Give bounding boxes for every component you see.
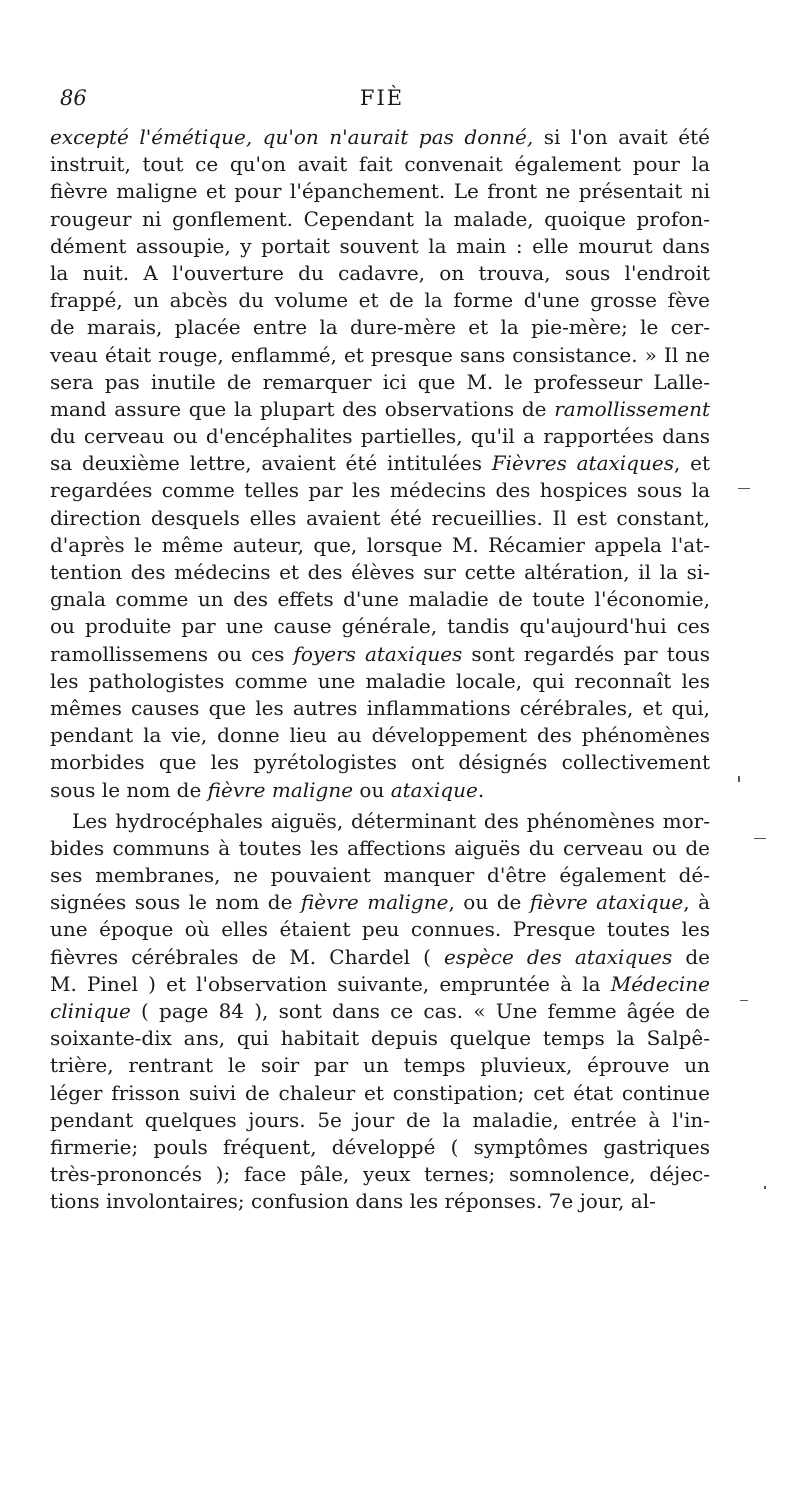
text-run: pendant quelques jours. 5e jour de la maladie, entrée à l'in- <box>50 1107 710 1132</box>
text-run: très-prononcés ); face pâle, yeux ternes; somnolence, déjec- <box>50 1162 710 1187</box>
body-text <box>50 124 710 1216</box>
page-header <box>52 86 712 116</box>
italic-text: ramollissement <box>554 396 710 421</box>
text-line <box>50 668 710 695</box>
text-run: ( page 84 ), sont dans ce cas. « Une femme âgée de <box>130 999 710 1023</box>
text-line <box>50 808 710 835</box>
text-run: signées sous le nom de <box>50 890 301 915</box>
text-line <box>50 423 710 450</box>
text-run: de marais, placée entre la dure-mère et la pie-mère; le cer- <box>50 315 710 340</box>
text-run: ou <box>353 777 391 802</box>
text-line <box>50 586 710 613</box>
text-line <box>50 916 710 943</box>
text-run: ou produite par une cause générale, tandis qu'aujourd'hui ces <box>50 614 710 639</box>
scan-mark <box>738 488 750 489</box>
text-run: de <box>672 944 710 969</box>
text-line <box>50 641 710 668</box>
text-line <box>50 1025 710 1052</box>
italic-text: ataxique <box>390 777 478 802</box>
text-run: sous le nom de <box>50 777 208 802</box>
text-run: du cerveau ou d'encéphalites partielles, qu'il a rapportées dans <box>50 424 710 449</box>
text-run: . <box>477 777 485 802</box>
text-run: firmerie; pouls fréquent, développé ( symptômes gastriques <box>50 1134 710 1159</box>
italic-text: foyers ataxiques <box>293 641 463 666</box>
text-run: d'après le même auteur, que, lorsque M. Récamier appela l'at- <box>50 532 710 557</box>
text-line <box>50 862 710 889</box>
text-line <box>50 151 710 178</box>
paragraph <box>50 124 710 804</box>
text-run: direction desquels elles avaient été recueillies. Il est constant, <box>50 505 710 530</box>
text-line <box>50 1080 710 1107</box>
text-run: mand assure que la plupart des observations de <box>50 396 555 421</box>
text-run: M. Pinel ) et l'observation suivante, empruntée à la <box>50 971 611 996</box>
text-line <box>50 342 710 369</box>
scan-mark <box>738 776 740 782</box>
text-line <box>50 532 710 559</box>
text-line <box>50 1107 710 1134</box>
text-line <box>50 505 710 532</box>
text-line <box>50 260 710 287</box>
text-run: fièvres cérébrales de M. Chardel ( <box>50 944 444 969</box>
text-line <box>50 695 710 722</box>
text-line <box>50 314 710 341</box>
text-run: soixante-dix ans, qui habitait depuis quelque temps la Salpê- <box>50 1026 710 1051</box>
text-line <box>50 369 710 396</box>
text-line <box>50 722 710 749</box>
scan-mark <box>764 1186 766 1189</box>
text-run: tention des médecins et des élèves sur cette altération, il la si- <box>50 560 710 584</box>
italic-text: excepté l'émétique, qu'on n'aurait pas donné, <box>50 125 534 149</box>
text-run: sont regardés par tous <box>462 641 710 666</box>
italic-text: espèce des ataxiques <box>444 944 673 969</box>
text-run: sa deuxième lettre, avaient été intitulées <box>50 451 492 476</box>
scan-mark <box>740 1000 748 1001</box>
text-run: morbides que les pyrétologistes ont désignés collectivement <box>50 750 710 775</box>
text-run: gnala comme un des effets d'une maladie de toute l'économie, <box>50 587 710 612</box>
italic-text: fièvre ataxique <box>529 890 684 915</box>
text-line <box>50 1161 710 1188</box>
text-run: fièvre maligne et pour l'épanchement. Le front ne présentait ni <box>50 179 710 204</box>
text-line <box>50 749 710 776</box>
text-line <box>50 1052 710 1079</box>
text-run: dément assoupie, y portait souvent la main : elle mourut dans <box>50 233 710 258</box>
text-run: regardées comme telles par les médecins des hospices sous la <box>50 478 710 503</box>
text-line <box>50 559 710 586</box>
text-line <box>50 124 710 151</box>
text-run: ramollissemens ou ces <box>50 641 294 666</box>
text-run: , ou de <box>448 890 530 915</box>
text-run: pendant la vie, donne lieu au développement des phénomènes <box>50 723 710 748</box>
text-line <box>50 1188 710 1215</box>
text-line <box>50 477 710 504</box>
text-run: une époque où elles étaient peu connues. Presque toutes les <box>50 917 710 942</box>
italic-text: fièvre maligne <box>300 890 449 915</box>
text-run: tions involontaires; confusion dans les réponses. 7e jour, al- <box>50 1189 656 1214</box>
text-run: trière, rentrant le soir par un temps pluvieux, éprouve un <box>50 1053 710 1078</box>
text-run: Les hydrocéphales aiguës, déterminant des phénomènes mor- <box>72 808 710 833</box>
text-line <box>50 287 710 314</box>
text-run: bides communs à toutes les affections aiguës du cerveau ou de <box>50 835 710 860</box>
text-line <box>50 396 710 423</box>
text-line <box>50 206 710 233</box>
text-line <box>50 233 710 260</box>
italic-text: Fièvres ataxiques <box>491 451 674 476</box>
text-run: les pathologistes comme une maladie locale, qui reconnaît les <box>50 668 710 693</box>
text-run: ses membranes, ne pouvaient manquer d'être également dé- <box>50 863 710 888</box>
text-run: sera pas inutile de remarquer ici que M. le professeur Lalle- <box>50 369 710 394</box>
text-run: si l'on avait été <box>533 125 710 149</box>
text-line <box>50 1134 710 1161</box>
text-line <box>50 971 710 998</box>
text-run: mêmes causes que les autres inflammations cérébrales, et qui, <box>50 695 710 720</box>
italic-text: Médecine <box>610 971 710 996</box>
text-run: , et <box>673 451 710 476</box>
text-line <box>50 178 710 205</box>
page-number: 86 <box>60 86 87 110</box>
scan-mark <box>754 838 766 839</box>
text-line <box>50 835 710 862</box>
text-run: instruit, tout ce qu'on avait fait convenait également pour la <box>50 152 710 177</box>
text-line <box>50 777 710 804</box>
text-run: frappé, un abcès du volume et de la forme d'une grosse fève <box>50 288 710 313</box>
text-run: rougeur ni gonflement. Cependant la malade, quoique profon- <box>50 206 710 231</box>
paragraph <box>50 808 710 1216</box>
text-line <box>50 613 710 640</box>
text-line <box>50 450 710 477</box>
text-line <box>50 998 710 1025</box>
running-head: FIÈ <box>359 86 405 110</box>
italic-text: fièvre maligne <box>207 777 354 802</box>
text-line <box>50 944 710 971</box>
text-run: la nuit. A l'ouverture du cadavre, on trouva, sous l'endroit <box>50 260 710 285</box>
text-run: léger frisson suivi de chaleur et constipation; cet état continue <box>50 1080 710 1105</box>
italic-text: clinique <box>50 999 131 1023</box>
text-line <box>50 889 710 916</box>
text-run: veau était rouge, enflammé, et presque sans consistance. » Il ne <box>50 342 710 367</box>
text-run: , à <box>683 890 711 915</box>
